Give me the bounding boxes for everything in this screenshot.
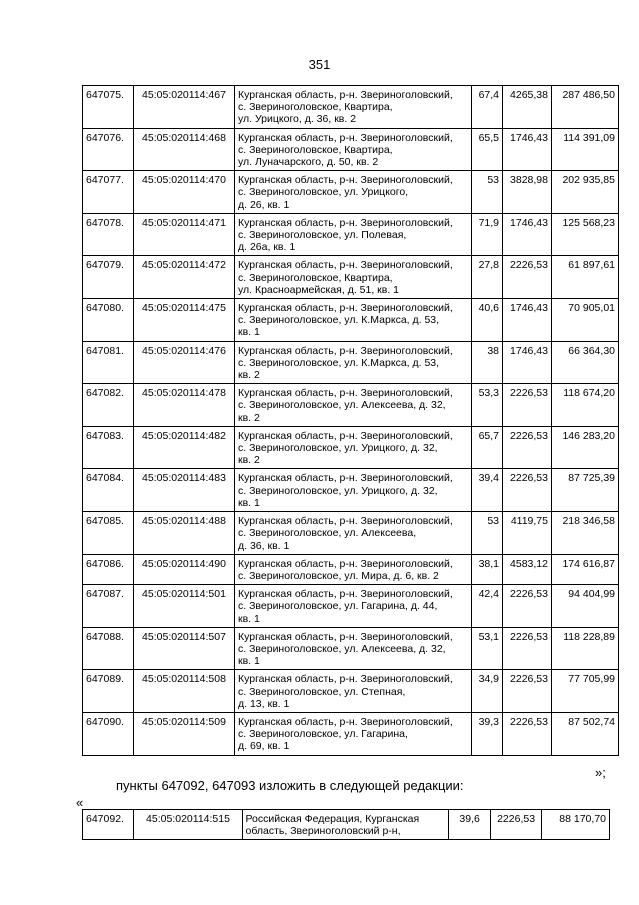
address-line: д. 36, кв. 1	[238, 539, 290, 552]
address-cell	[235, 86, 472, 129]
row-number-cell: 647076.	[83, 128, 134, 171]
value-cell: 61 897,61	[552, 256, 619, 299]
address-line: Курганская область, р-н. Звериноголовский,	[238, 557, 453, 570]
address-line: Курганская область, р-н. Звериноголовский,	[238, 174, 453, 187]
amended-registry-table-body	[83, 810, 610, 840]
address-cell	[235, 469, 472, 512]
value-cell: 125 568,23	[552, 213, 619, 256]
value-cell: 66 364,30	[552, 341, 619, 384]
rate-cell: 2226,53	[503, 712, 552, 755]
rate-cell: 2226,53	[503, 670, 552, 713]
cadastral-number-cell: 45:05:020114:490	[134, 554, 235, 584]
address-cell	[235, 384, 472, 427]
address-cell	[235, 554, 472, 584]
address-line: Курганская область, р-н. Звериноголовский,	[238, 673, 453, 686]
area-cell: 39,3	[472, 712, 503, 755]
rate-cell: 4119,75	[503, 512, 552, 555]
cadastral-number-cell: 45:05:020114:475	[134, 299, 235, 342]
area-cell: 40,6	[472, 299, 503, 342]
table-row	[83, 256, 619, 299]
cadastral-number-cell: 45:05:020114:468	[134, 128, 235, 171]
rate-cell: 2226,53	[503, 256, 552, 299]
table-row	[83, 171, 619, 214]
address-line: с. Звериноголовское, ул. Алексеева, д. 32,	[238, 399, 446, 412]
address-cell	[235, 512, 472, 555]
address-cell	[235, 128, 472, 171]
address-line: с. Звериноголовское, ул. К.Маркса, д. 53,	[238, 314, 440, 327]
table-row	[83, 810, 610, 840]
cadastral-number-cell: 45:05:020114:515	[134, 810, 242, 840]
table-row	[83, 554, 619, 584]
address-cell	[235, 341, 472, 384]
address-line: Курганская область, р-н. Звериноголовский,	[238, 715, 453, 728]
cadastral-number-cell: 45:05:020114:508	[134, 670, 235, 713]
address-line: Курганская область, р-н. Звериноголовский,	[238, 89, 453, 101]
value-cell: 70 905,01	[552, 299, 619, 342]
row-number-cell: 647083.	[83, 426, 134, 469]
cadastral-number-cell: 45:05:020114:471	[134, 213, 235, 256]
value-cell: 114 391,09	[552, 128, 619, 171]
table-row	[83, 86, 619, 129]
address-line: Курганская область, р-н. Звериноголовский,	[238, 302, 453, 315]
table-row	[83, 469, 619, 512]
area-cell: 53,3	[472, 384, 503, 427]
address-line: область, Звериноголовский р-н,	[245, 825, 401, 838]
address-line: Курганская область, р-н. Звериноголовский,	[238, 515, 453, 528]
area-cell: 53,1	[472, 627, 503, 670]
value-cell: 87 725,39	[552, 469, 619, 512]
area-cell: 34,9	[472, 670, 503, 713]
address-line: д. 26а, кв. 1	[238, 241, 296, 254]
address-line: с. Звериноголовское, ул. Алексеева, д. 32,	[238, 642, 446, 655]
address-line: с. Звериноголовское, ул. Гагарина,	[238, 728, 408, 741]
row-number-cell: 647077.	[83, 171, 134, 214]
table-row	[83, 341, 619, 384]
address-line: Курганская область, р-н. Звериноголовский,	[238, 131, 453, 144]
address-cell	[235, 627, 472, 670]
area-cell: 38,1	[472, 554, 503, 584]
address-line: Курганская область, р-н. Звериноголовский,	[238, 387, 453, 400]
row-number-cell: 647075.	[83, 86, 134, 129]
rate-cell: 2226,53	[503, 469, 552, 512]
table-row	[83, 627, 619, 670]
address-line: д. 13, кв. 1	[238, 697, 290, 710]
address-line: д. 26, кв. 1	[238, 198, 290, 211]
area-cell: 27,8	[472, 256, 503, 299]
address-line: с. Звериноголовское, ул. Полевая,	[238, 229, 407, 242]
row-number-cell: 647081.	[83, 341, 134, 384]
closing-quote: »;	[595, 765, 606, 780]
cadastral-number-cell: 45:05:020114:467	[134, 86, 235, 129]
value-cell: 202 935,85	[552, 171, 619, 214]
address-line: кв. 1	[238, 326, 260, 339]
address-line: кв. 2	[238, 454, 260, 467]
address-line: кв. 1	[238, 655, 260, 668]
rate-cell: 2226,53	[503, 426, 552, 469]
cadastral-number-cell: 45:05:020114:509	[134, 712, 235, 755]
address-line: с. Звериноголовское, ул. Мира, д. 6, кв. 2	[238, 569, 439, 582]
address-line: Курганская область, р-н. Звериноголовский,	[238, 429, 453, 442]
address-cell	[235, 712, 472, 755]
value-cell: 174 616,87	[552, 554, 619, 584]
address-line: с. Звериноголовское, ул. Алексеева,	[238, 527, 417, 540]
area-cell: 53	[472, 512, 503, 555]
area-cell: 53	[472, 171, 503, 214]
address-line: ул. Луначарского, д. 50, кв. 2	[238, 156, 379, 169]
row-number-cell: 647087.	[83, 585, 134, 628]
address-line: с. Звериноголовское, ул. Степная,	[238, 685, 406, 698]
area-cell: 39,6	[449, 810, 490, 840]
address-line: с. Звериноголовское, Квартира,	[238, 143, 393, 156]
address-line: с. Звериноголовское, ул. К.Маркса, д. 53,	[238, 356, 440, 369]
cadastral-number-cell: 45:05:020114:472	[134, 256, 235, 299]
address-line: ул. Красноармейская, д. 51, кв. 1	[238, 283, 400, 296]
address-line: кв. 2	[238, 369, 260, 382]
address-line: Курганская область, р-н. Звериноголовский,	[238, 472, 453, 485]
address-cell	[235, 213, 472, 256]
page-number: 351	[308, 57, 331, 72]
area-cell: 42,4	[472, 585, 503, 628]
value-cell: 287 486,50	[552, 86, 619, 129]
cadastral-number-cell: 45:05:020114:482	[134, 426, 235, 469]
cadastral-number-cell: 45:05:020114:478	[134, 384, 235, 427]
table-row	[83, 670, 619, 713]
value-cell: 77 705,99	[552, 670, 619, 713]
value-cell: 118 674,20	[552, 384, 619, 427]
address-line: с. Звериноголовское, ул. Урицкого, д. 32,	[238, 484, 438, 497]
table-row	[83, 128, 619, 171]
amendment-instruction: пункты 647092, 647093 изложить в следующей редакции:	[116, 778, 464, 793]
row-number-cell: 647089.	[83, 670, 134, 713]
rate-cell: 1746,43	[503, 299, 552, 342]
row-number-cell: 647085.	[83, 512, 134, 555]
rate-cell: 4583,12	[503, 554, 552, 584]
rate-cell: 4265,38	[503, 86, 552, 129]
address-line: Курганская область, р-н. Звериноголовский,	[238, 630, 453, 643]
address-line: Курганская область, р-н. Звериноголовский,	[238, 216, 453, 229]
address-line: кв. 1	[238, 612, 260, 625]
table-row	[83, 585, 619, 628]
address-cell	[235, 670, 472, 713]
address-line: Курганская область, р-н. Звериноголовский,	[238, 259, 453, 272]
amended-registry-table	[82, 809, 610, 840]
value-cell: 118 228,89	[552, 627, 619, 670]
value-cell: 87 502,74	[552, 712, 619, 755]
area-cell: 65,5	[472, 128, 503, 171]
row-number-cell: 647090.	[83, 712, 134, 755]
registry-table-body	[83, 86, 619, 756]
address-line: с. Звериноголовское, Квартира,	[238, 101, 393, 114]
row-number-cell: 647079.	[83, 256, 134, 299]
rate-cell: 2226,53	[503, 384, 552, 427]
address-cell	[235, 585, 472, 628]
value-cell: 218 346,58	[552, 512, 619, 555]
rate-cell: 3828,98	[503, 171, 552, 214]
table-row	[83, 299, 619, 342]
table-row	[83, 213, 619, 256]
row-number-cell: 647080.	[83, 299, 134, 342]
area-cell: 38	[472, 341, 503, 384]
registry-table	[82, 85, 619, 756]
value-cell: 88 170,70	[542, 810, 610, 840]
cadastral-number-cell: 45:05:020114:507	[134, 627, 235, 670]
table-row	[83, 712, 619, 755]
area-cell: 67,4	[472, 86, 503, 129]
table-row	[83, 384, 619, 427]
rate-cell: 1746,43	[503, 341, 552, 384]
rate-cell: 1746,43	[503, 213, 552, 256]
cadastral-number-cell: 45:05:020114:483	[134, 469, 235, 512]
cadastral-number-cell: 45:05:020114:501	[134, 585, 235, 628]
address-line: ул. Урицкого, д. 36, кв. 2	[238, 113, 357, 126]
row-number-cell: 647092.	[83, 810, 134, 840]
address-line: д. 69, кв. 1	[238, 740, 290, 753]
address-cell	[235, 299, 472, 342]
cadastral-number-cell: 45:05:020114:488	[134, 512, 235, 555]
row-number-cell: 647078.	[83, 213, 134, 256]
value-cell: 146 283,20	[552, 426, 619, 469]
opening-quote: «	[76, 795, 84, 810]
address-line: с. Звериноголовское, Квартира,	[238, 271, 393, 284]
address-cell	[235, 171, 472, 214]
value-cell: 94 404,99	[552, 585, 619, 628]
address-line: кв. 2	[238, 411, 260, 424]
address-line: с. Звериноголовское, ул. Гагарина, д. 44,	[238, 600, 438, 613]
area-cell: 71,9	[472, 213, 503, 256]
rate-cell: 1746,43	[503, 128, 552, 171]
address-line: с. Звериноголовское, ул. Урицкого,	[238, 186, 409, 199]
area-cell: 65,7	[472, 426, 503, 469]
address-cell	[242, 810, 449, 840]
address-cell	[235, 426, 472, 469]
table-row	[83, 426, 619, 469]
row-number-cell: 647082.	[83, 384, 134, 427]
area-cell: 39,4	[472, 469, 503, 512]
address-line: Курганская область, р-н. Звериноголовский,	[238, 588, 453, 601]
row-number-cell: 647084.	[83, 469, 134, 512]
rate-cell: 2226,53	[490, 810, 541, 840]
address-cell	[235, 256, 472, 299]
row-number-cell: 647088.	[83, 627, 134, 670]
row-number-cell: 647086.	[83, 554, 134, 584]
rate-cell: 2226,53	[503, 627, 552, 670]
address-line: с. Звериноголовское, ул. Урицкого, д. 32,	[238, 442, 438, 455]
address-line: Российская Федерация, Курганская	[245, 813, 420, 825]
address-line: Курганская область, р-н. Звериноголовский,	[238, 344, 453, 357]
table-row	[83, 512, 619, 555]
rate-cell: 2226,53	[503, 585, 552, 628]
cadastral-number-cell: 45:05:020114:476	[134, 341, 235, 384]
address-line: кв. 1	[238, 496, 260, 509]
cadastral-number-cell: 45:05:020114:470	[134, 171, 235, 214]
